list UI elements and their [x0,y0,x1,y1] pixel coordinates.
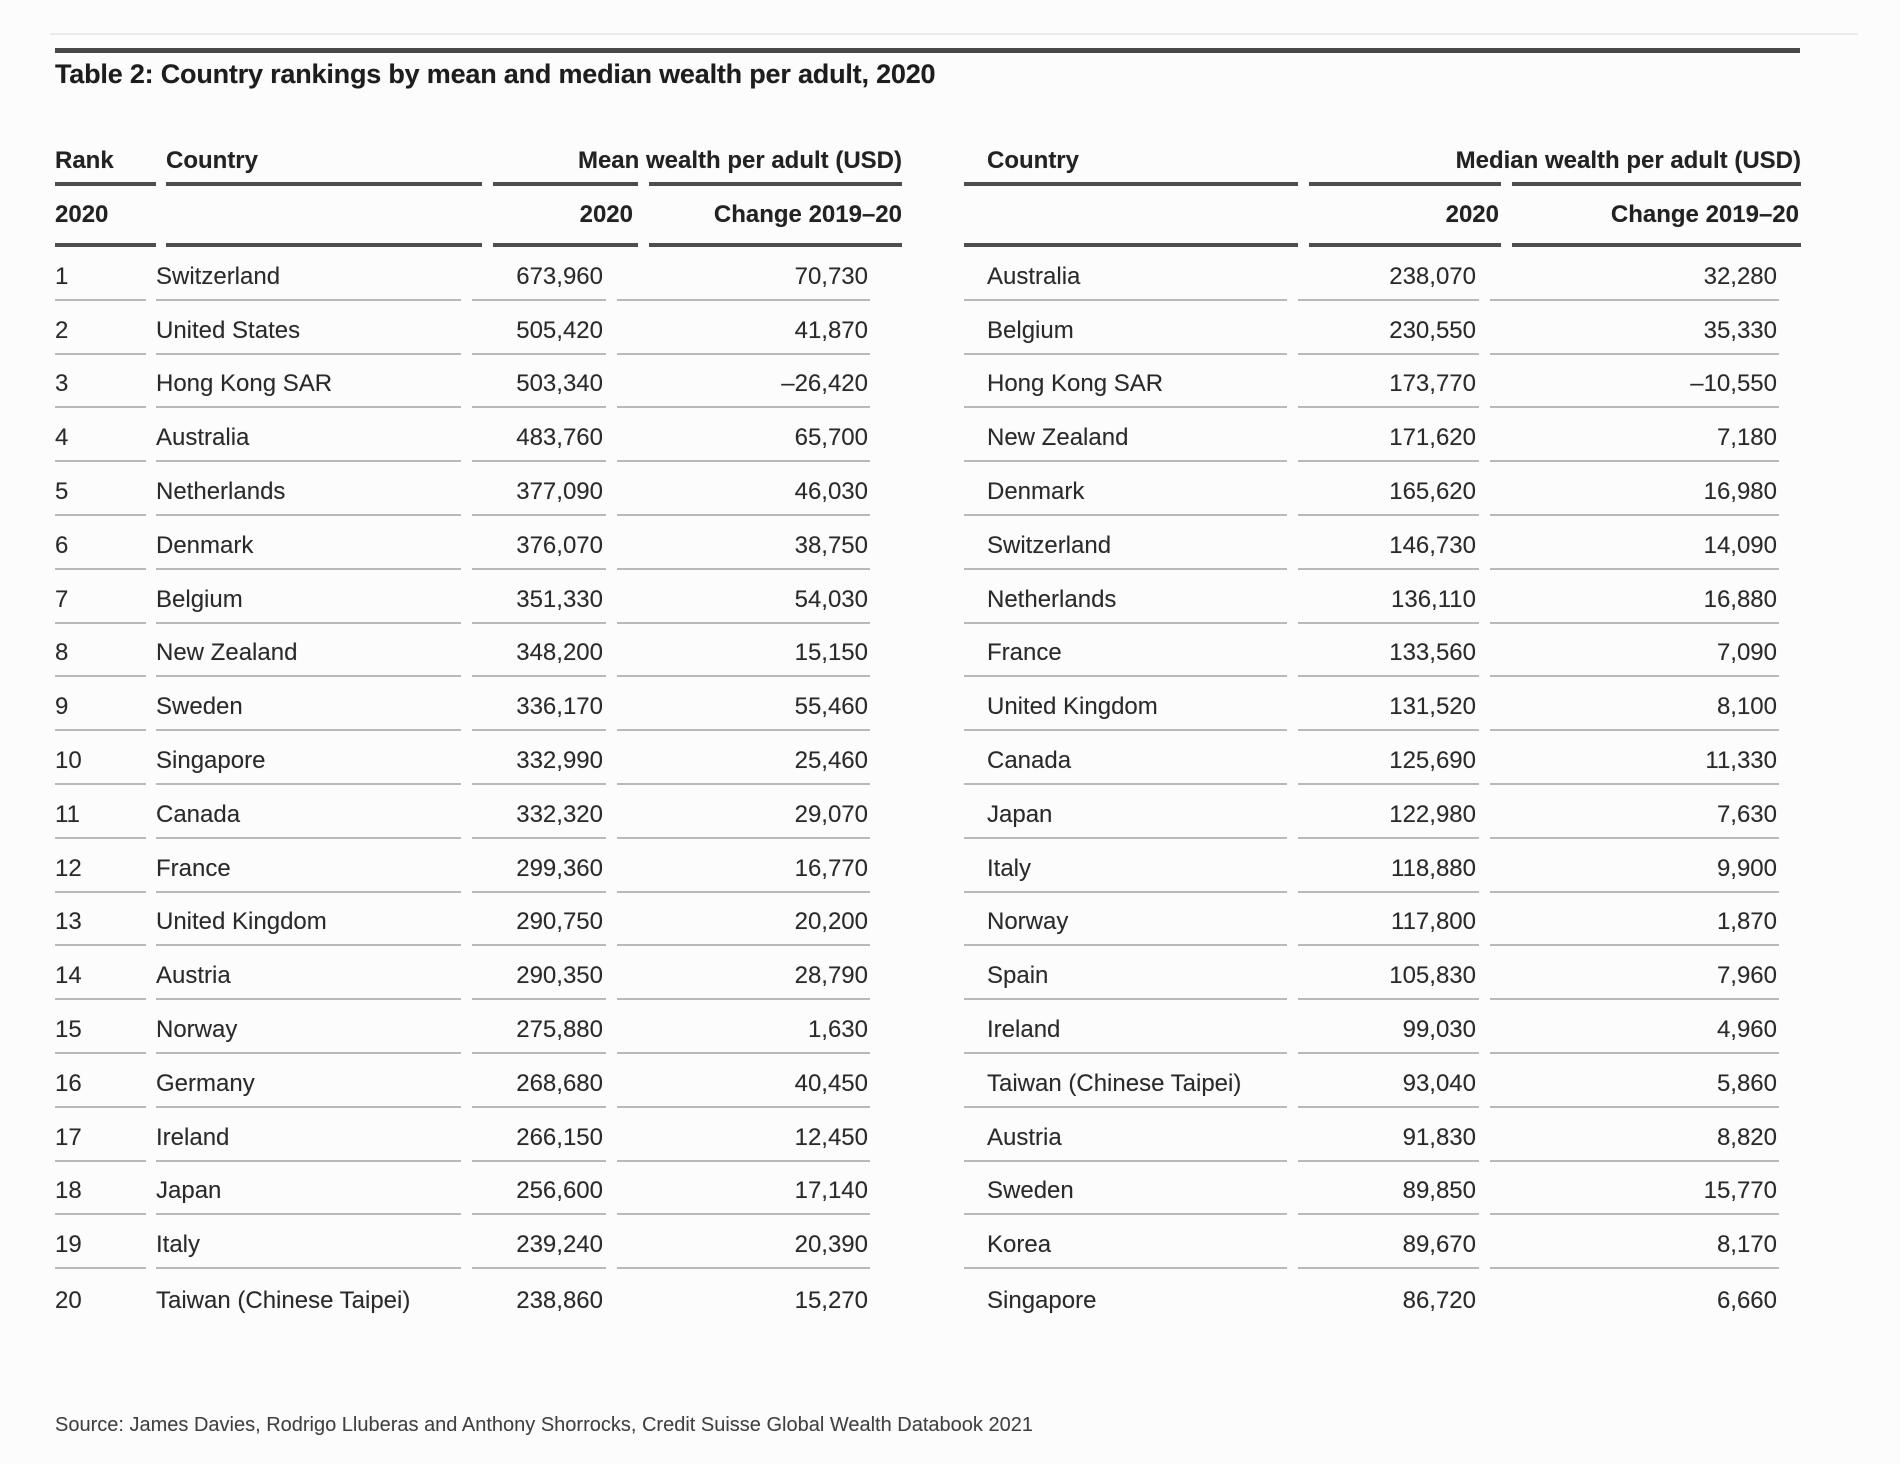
rank-cell: 8 [55,624,146,678]
rank-cell: 13 [55,893,146,947]
value-2020-cell: 332,990 [472,731,606,785]
rank-cell: 15 [55,1000,146,1054]
value-2020-cell: 86,720 [1402,1286,1476,1314]
value-2020-cell: 93,040 [1298,1054,1479,1108]
value-2020-cell: 503,340 [472,355,606,409]
value-2020-cell: 99,030 [1298,1000,1479,1054]
change-cell: 16,770 [617,839,870,893]
change-cell: 32,280 [1490,247,1779,301]
change-cell: 9,900 [1490,839,1779,893]
change-cell: 28,790 [617,946,870,1000]
country-cell: Germany [156,1054,461,1108]
country-cell: Ireland [156,1108,461,1162]
change-cell: 8,820 [1490,1108,1779,1162]
value-2020-cell: 230,550 [1298,301,1479,355]
country-cell: Italy [964,839,1287,893]
country-cell: United States [156,301,461,355]
change-cell: 70,730 [617,247,870,301]
value-2020-cell: 165,620 [1298,462,1479,516]
change-cell: –26,420 [617,355,870,409]
value-2020-cell: 275,880 [472,1000,606,1054]
country-cell: Italy [156,1215,461,1269]
change-cell: 54,030 [617,570,870,624]
value-2020-cell: 122,980 [1298,785,1479,839]
value-2020-cell: 376,070 [472,516,606,570]
country-cell: Sweden [156,677,461,731]
country-cell: France [964,624,1287,678]
change-cell: 7,090 [1490,624,1779,678]
value-2020-cell: 146,730 [1298,516,1479,570]
value-2020-cell: 377,090 [472,462,606,516]
country-cell: Denmark [964,462,1287,516]
median-wealth-table [964,247,1779,1323]
title-top-rule [55,48,1800,53]
value-2020-cell: 89,670 [1298,1215,1479,1269]
country-cell: Hong Kong SAR [964,355,1287,409]
header-rule-segment [55,182,156,186]
country-cell: Australia [964,247,1287,301]
country-cell: Switzerland [156,247,461,301]
value-2020-cell: 266,150 [472,1108,606,1162]
header-rule-segment [1309,182,1501,186]
country-cell: Ireland [964,1000,1287,1054]
median-group-header: Median wealth per adult (USD) [1455,147,1801,174]
value-2020-cell: 336,170 [472,677,606,731]
value-2020-cell: 105,830 [1298,946,1479,1000]
table-title: Table 2: Country rankings by mean and median wealth per adult, 2020 [55,59,936,89]
country-cell: Taiwan (Chinese Taipei) [964,1054,1287,1108]
change-cell: 4,960 [1490,1000,1779,1054]
change-cell: 55,460 [617,677,870,731]
change-cell: 11,330 [1490,731,1779,785]
rank-cell: 1 [55,247,146,301]
country-cell: Canada [964,731,1287,785]
change-cell: 6,660 [1716,1286,1777,1314]
value-2020-cell: 89,850 [1298,1162,1479,1216]
header-rule-segment [1512,182,1801,186]
change-cell: 25,460 [617,731,870,785]
value-2020-cell: 238,860 [516,1286,603,1314]
change-cell: 8,170 [1490,1215,1779,1269]
page-top-faint-line [50,33,1858,35]
header-rule-segment [166,182,482,186]
rank-cell: 6 [55,516,146,570]
change-cell: 1,630 [617,1000,870,1054]
rank-cell: 9 [55,677,146,731]
rank-cell: 10 [55,731,146,785]
country-cell: United Kingdom [964,677,1287,731]
mean-wealth-table [55,247,870,1323]
value-2020-cell: 91,830 [1298,1108,1479,1162]
change-cell: 12,450 [617,1108,870,1162]
country-cell: Austria [964,1108,1287,1162]
header-rule-segment [493,182,638,186]
value-2020-cell: 351,330 [472,570,606,624]
change-cell: 7,960 [1490,946,1779,1000]
change-cell: 20,390 [617,1215,870,1269]
mean-rank-subheader: 2020 [55,201,109,228]
country-cell: Belgium [964,301,1287,355]
value-2020-cell: 133,560 [1298,624,1479,678]
value-2020-cell: 238,070 [1298,247,1479,301]
value-2020-cell: 483,760 [472,408,606,462]
change-cell: –10,550 [1490,355,1779,409]
change-cell: 7,180 [1490,408,1779,462]
country-cell: Canada [156,785,461,839]
change-cell: 14,090 [1490,516,1779,570]
country-cell: Austria [156,946,461,1000]
rank-cell: 3 [55,355,146,409]
country-cell: Taiwan (Chinese Taipei) [156,1286,411,1314]
change-cell: 41,870 [617,301,870,355]
value-2020-cell: 332,320 [472,785,606,839]
country-cell: Netherlands [156,462,461,516]
source-note: Source: James Davies, Rodrigo Lluberas and Anthony Shorrocks, Credit Suisse Global Wealth Databook 2021 [55,1414,1033,1436]
rank-cell: 16 [55,1054,146,1108]
value-2020-cell: 173,770 [1298,355,1479,409]
value-2020-cell: 239,240 [472,1215,606,1269]
change-cell: 5,860 [1490,1054,1779,1108]
mean-country-header: Country [166,147,258,174]
country-cell: Korea [964,1215,1287,1269]
value-2020-cell: 118,880 [1298,839,1479,893]
change-cell: 15,150 [617,624,870,678]
country-cell: Belgium [156,570,461,624]
rank-cell: 14 [55,946,146,1000]
country-cell: Singapore [156,731,461,785]
rank-cell: 17 [55,1108,146,1162]
country-cell: Norway [156,1000,461,1054]
country-cell: Netherlands [964,570,1287,624]
value-2020-cell: 268,680 [472,1054,606,1108]
country-cell: Spain [964,946,1287,1000]
country-cell: Sweden [964,1162,1287,1216]
country-cell: Norway [964,893,1287,947]
country-cell: France [156,839,461,893]
mean-col-change-header: Change 2019–20 [713,201,902,228]
country-cell: Singapore [987,1286,1097,1314]
change-cell: 20,200 [617,893,870,947]
country-cell: New Zealand [156,624,461,678]
rank-cell: 20 [55,1286,82,1314]
value-2020-cell: 125,690 [1298,731,1479,785]
median-country-header: Country [987,147,1079,174]
rank-cell: 7 [55,570,146,624]
mean-col-2020-header: 2020 [579,201,633,228]
change-cell: 46,030 [617,462,870,516]
change-cell: 16,880 [1490,570,1779,624]
value-2020-cell: 171,620 [1298,408,1479,462]
rank-cell: 5 [55,462,146,516]
value-2020-cell: 256,600 [472,1162,606,1216]
value-2020-cell: 505,420 [472,301,606,355]
change-cell: 16,980 [1490,462,1779,516]
country-cell: Denmark [156,516,461,570]
value-2020-cell: 290,750 [472,893,606,947]
median-col-2020-header: 2020 [1445,201,1499,228]
change-cell: 7,630 [1490,785,1779,839]
rank-cell: 18 [55,1162,146,1216]
change-cell: 65,700 [617,408,870,462]
value-2020-cell: 299,360 [472,839,606,893]
country-cell: Switzerland [964,516,1287,570]
rank-cell: 2 [55,301,146,355]
change-cell: 35,330 [1490,301,1779,355]
rank-cell: 12 [55,839,146,893]
change-cell: 15,770 [1490,1162,1779,1216]
rank-cell: 19 [55,1215,146,1269]
country-cell: Hong Kong SAR [156,355,461,409]
change-cell: 8,100 [1490,677,1779,731]
header-rule-segment [649,182,902,186]
value-2020-cell: 290,350 [472,946,606,1000]
header-rule-segment [964,182,1298,186]
mean-group-header: Mean wealth per adult (USD) [577,147,902,174]
country-cell: Australia [156,408,461,462]
value-2020-cell: 348,200 [472,624,606,678]
rank-cell: 4 [55,408,146,462]
change-cell: 1,870 [1490,893,1779,947]
change-cell: 17,140 [617,1162,870,1216]
rank-cell: 11 [55,785,146,839]
change-cell: 29,070 [617,785,870,839]
value-2020-cell: 136,110 [1298,570,1479,624]
value-2020-cell: 131,520 [1298,677,1479,731]
country-cell: Japan [156,1162,461,1216]
country-cell: Japan [964,785,1287,839]
change-cell: 40,450 [617,1054,870,1108]
median-col-change-header: Change 2019–20 [1610,201,1799,228]
change-cell: 15,270 [794,1286,868,1314]
mean-rank-header: Rank [55,147,114,174]
country-cell: United Kingdom [156,893,461,947]
value-2020-cell: 117,800 [1298,893,1479,947]
value-2020-cell: 673,960 [472,247,606,301]
change-cell: 38,750 [617,516,870,570]
country-cell: New Zealand [964,408,1287,462]
